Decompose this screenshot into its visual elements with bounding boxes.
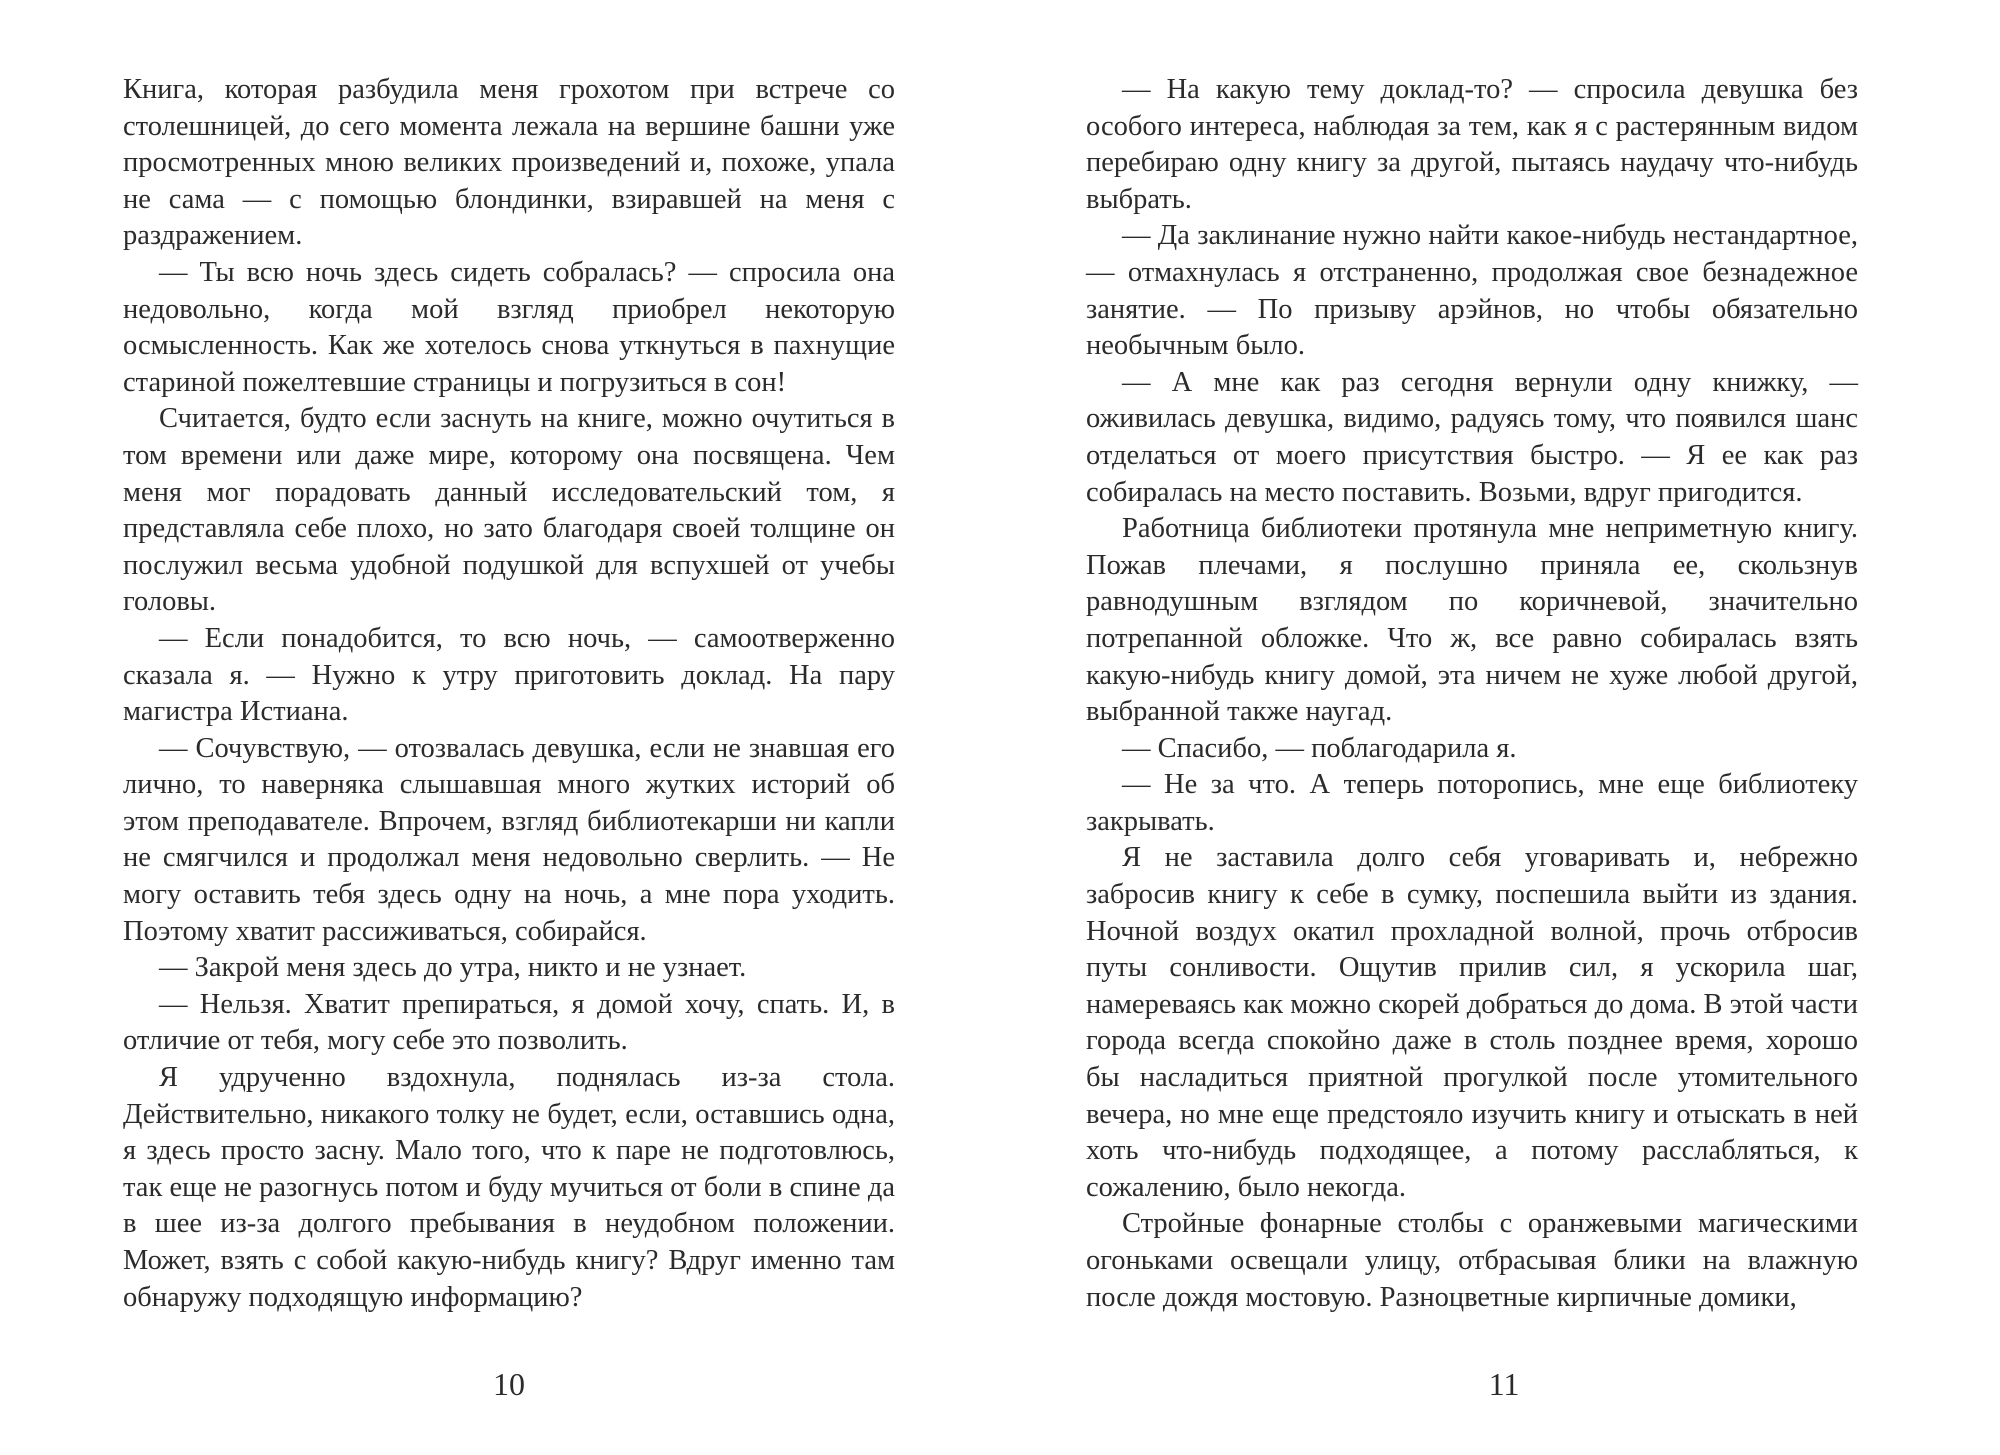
paragraph: — Спасибо, — поблагодарила я. bbox=[1122, 732, 1517, 764]
page-number-right: 11 bbox=[1488, 1366, 1520, 1402]
paragraph: Я не заставила долго себя уговаривать и, небрежно забросив книгу к себе в сумку, поспешила выйти из здания. Ночной воздух окатил прохладной волной, прочь отбросив путы сонливости. Ощутив прилив сил, я ускорила шаг, намереваясь как можно скорей добраться до дома. В этой части города всегда спокойно даже в столь позднее время, хорошо бы насладиться приятной прогулкой после утомительного вечера, но мне еще предстояло изучить книгу и отыскать в ней хоть что-нибудь подходящее, а потому расслабляться, к сожалению, было некогда. bbox=[1086, 842, 1858, 1203]
paragraph: — Если понадобится, то всю ночь, — самоотверженно сказала я. — Нужно к утру приготовить доклад. На пару магистра Истиана. bbox=[123, 622, 895, 728]
paragraph: Книга, которая разбудила меня грохотом при встрече со столешницей, до сего момента лежала на вершине башни уже просмотренных мною великих произведений и, похоже, упала не сама — с помощью блондинки, взиравшей на меня с раздражением. bbox=[123, 74, 895, 252]
paragraph: Считается, будто если заснуть на книге, можно очутиться в том времени или даже мире, которому она посвящена. Чем меня мог порадовать данный исследовательский том, я представляла себе плохо, но зато благодаря своей толщине он послужил весьма удобной подушкой для вспухшей от учебы головы. bbox=[123, 403, 895, 618]
paragraph: — На какую тему доклад-то? — спросила девушка без особого интереса, наблюдая за тем, как я с растерянным видом перебираю одну книгу за другой, пытаясь наудачу что-нибудь выбрать. bbox=[1086, 74, 1858, 215]
paragraph: Стройные фонарные столбы с оранжевыми магическими огоньками освещали улицу, отбрасывая блики на влажную после дождя мостовую. Разноцветные кирпичные домики, bbox=[1086, 1208, 1858, 1313]
right-page bbox=[1086, 72, 1858, 1316]
left-page-text bbox=[123, 72, 895, 1316]
left-page bbox=[123, 72, 895, 1316]
paragraph: — Нельзя. Хватит препираться, я домой хочу, спать. И, в отличие от тебя, могу себе это позволить. bbox=[123, 988, 895, 1057]
right-page-text bbox=[1086, 72, 1858, 1316]
page-number-left: 10 bbox=[493, 1366, 525, 1402]
paragraph: — Сочувствую, — отозвалась девушка, если не знавшая его лично, то наверняка слышавшая много жутких историй об этом преподавателе. Впрочем, взгляд библиотекарши ни капли не смягчился и продолжал меня недовольно сверлить. — Не могу оставить тебя здесь одну на ночь, а мне пора уходить. Поэтому хватит рассиживаться, собирайся. bbox=[123, 732, 895, 947]
paragraph: Работница библиотеки протянула мне неприметную книгу. Пожав плечами, я послушно приняла ее, скользнув равнодушным взглядом по коричневой, значительно потрепанной обложке. Что ж, все равно собиралась взять какую-нибудь книгу домой, эта ничем не хуже любой другой, выбранной также наугад. bbox=[1086, 513, 1858, 728]
paragraph: — Закрой меня здесь до утра, никто и не узнает. bbox=[159, 952, 747, 984]
paragraph: Я удрученно вздохнула, поднялась из-за стола. Действительно, никакого толку не будет, если, оставшись одна, я здесь просто засну. Мало того, что к паре не подготовлюсь, так еще не разогнусь потом и буду мучиться от боли в спине да в шее из-за долгого пребывания в неудобном положении. Может, взять с собой какую-нибудь книгу? Вдруг именно там обнаружу подходящую информацию? bbox=[123, 1062, 895, 1313]
paragraph: — Ты всю ночь здесь сидеть собралась? — спросила она недовольно, когда мой взгляд приобрел некоторую осмысленность. Как же хотелось снова уткнуться в пахнущие стариной пожелтевшие страницы и погрузиться в сон! bbox=[123, 256, 895, 398]
paragraph: — А мне как раз сегодня вернули одну книжку, — оживилась девушка, видимо, радуясь тому, что появился шанс отделаться от моего присутствия быстро. — Я ее как раз собиралась на место поставить. Возьми, вдруг пригодится. bbox=[1086, 366, 1858, 508]
paragraph: — Да заклинание нужно найти какое-нибудь нестандартное, — отмахнулась я отстраненно, продолжая свое безнадежное занятие. — По призыву арэйнов, но чтобы обязательно необычным было. bbox=[1086, 220, 1858, 362]
paragraph: — Не за что. А теперь поторопись, мне еще библиотеку закрывать. bbox=[1086, 769, 1858, 837]
